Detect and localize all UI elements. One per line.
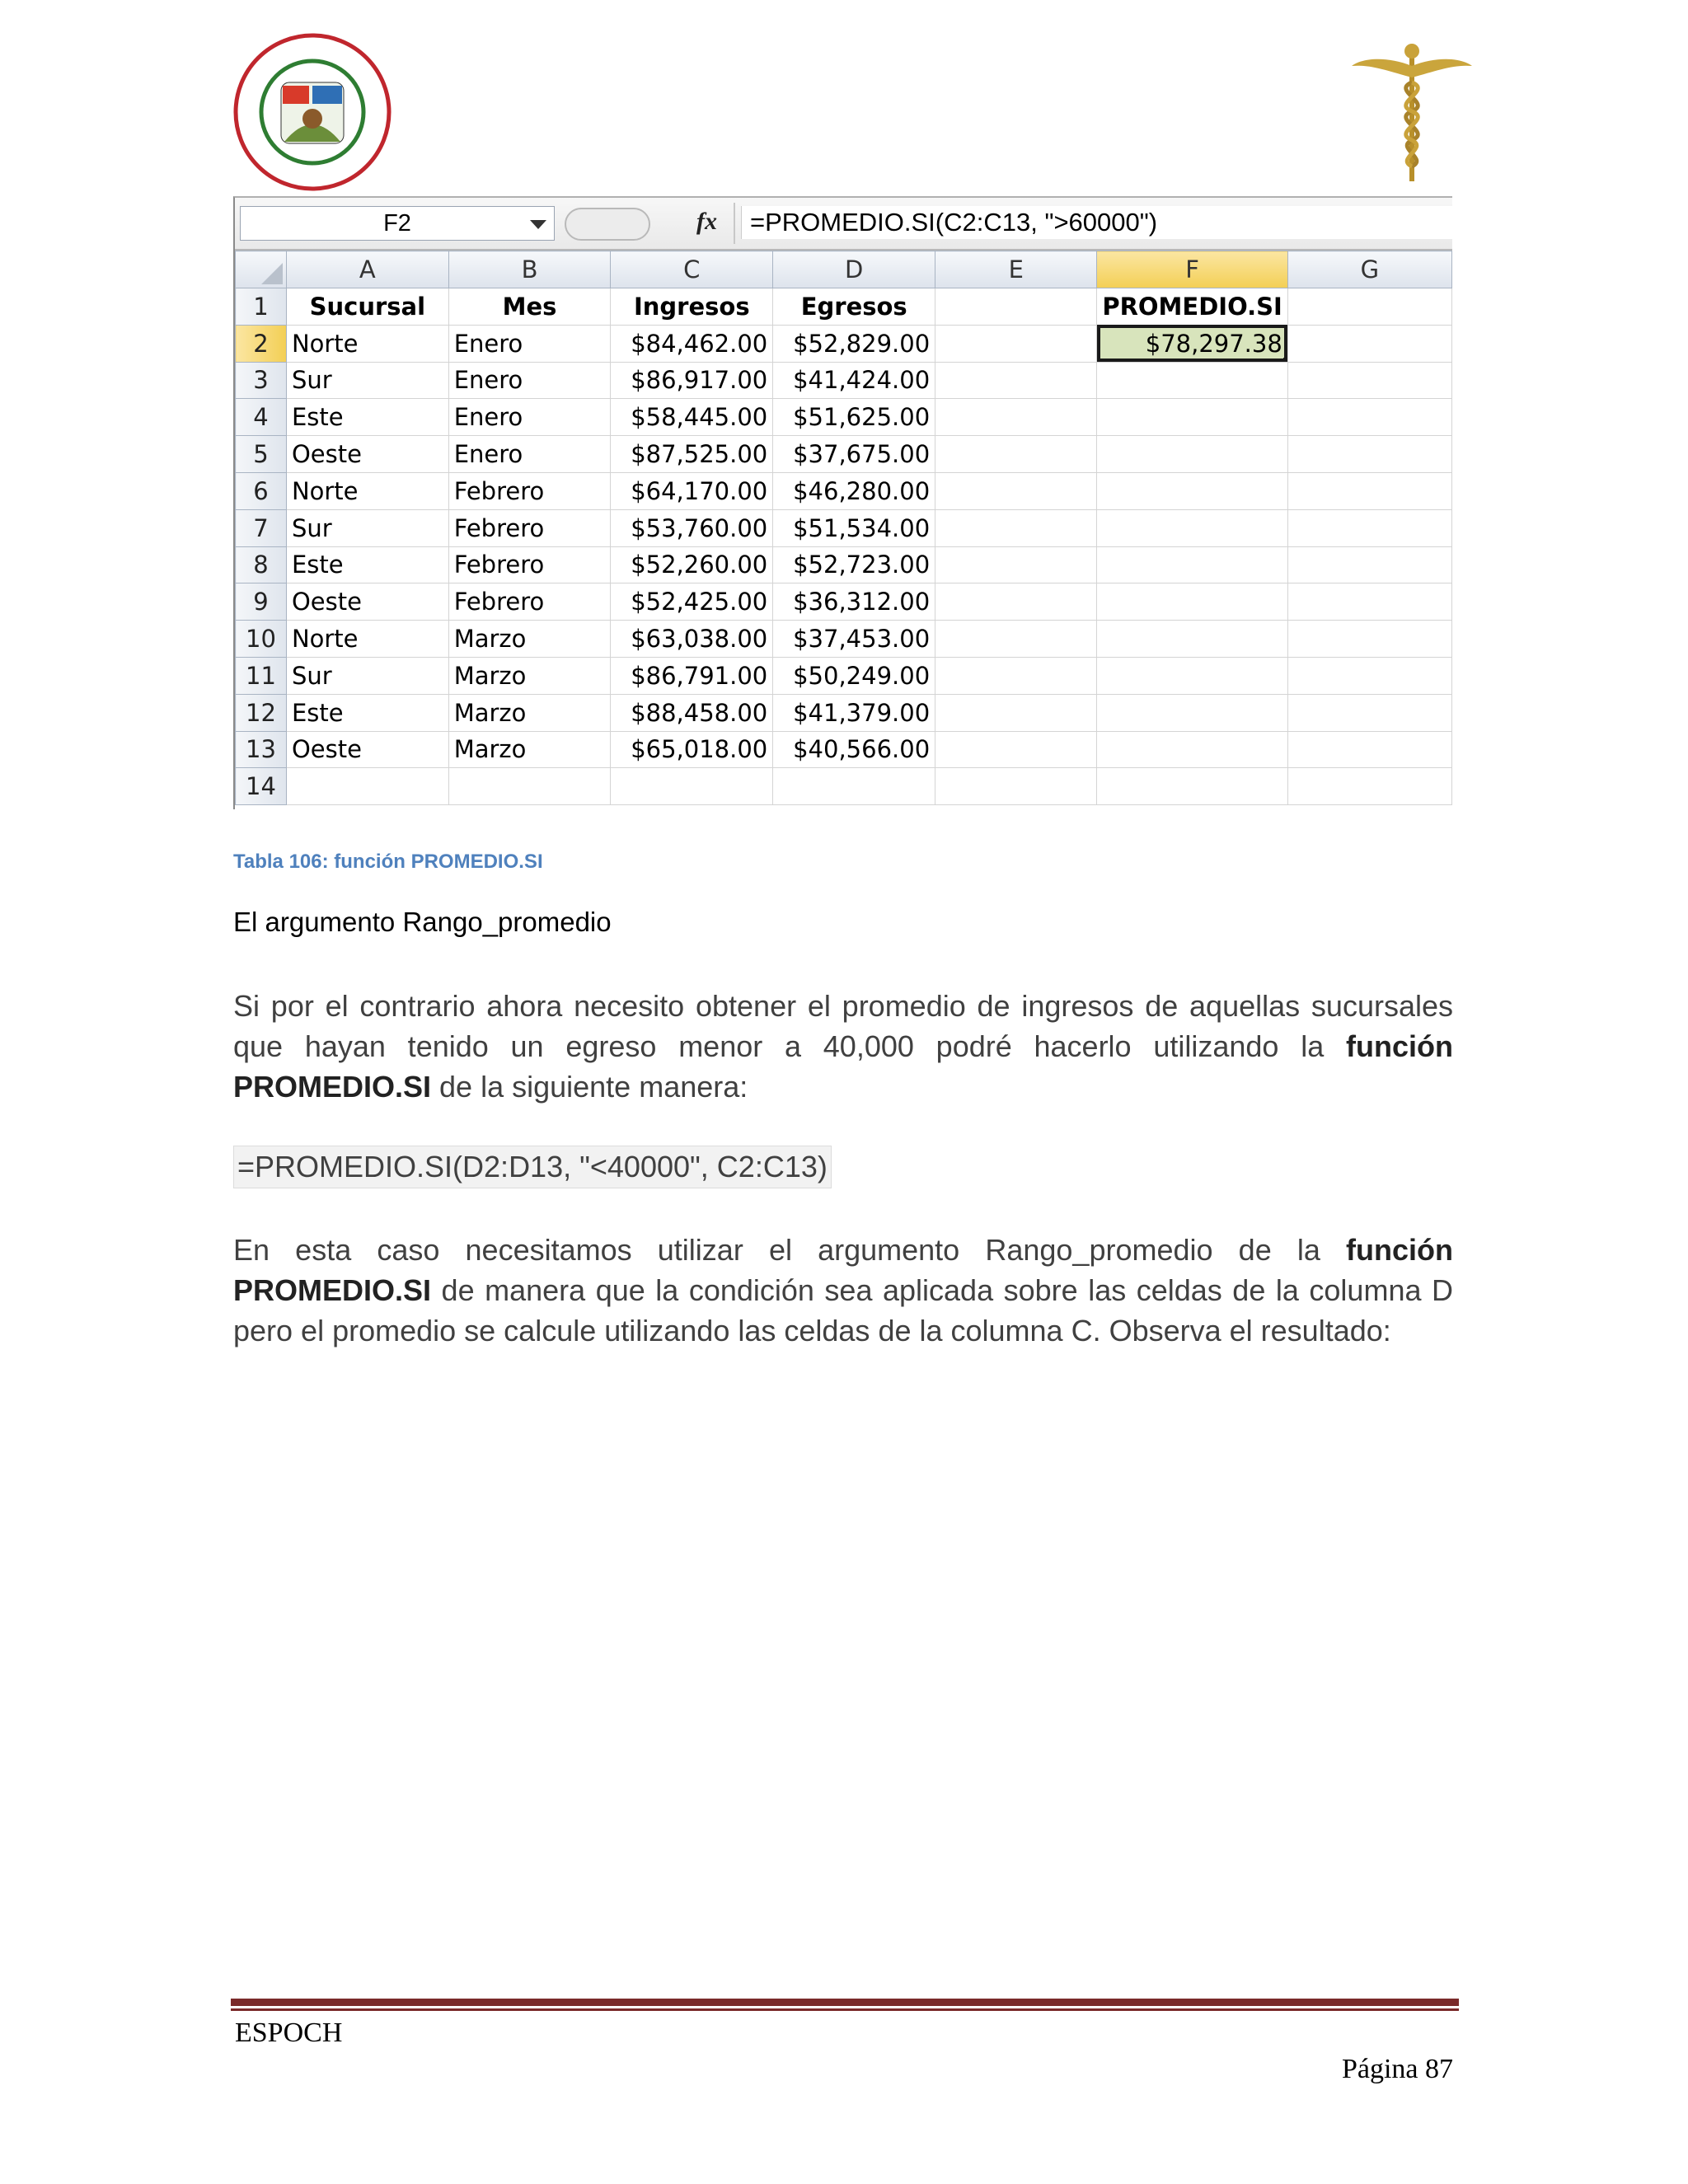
table-row [236, 621, 1452, 658]
cell-c13[interactable]: $65,018.00 [611, 731, 773, 768]
cell-g13[interactable] [1287, 731, 1451, 768]
cell-d14[interactable] [773, 768, 935, 805]
cell-e8[interactable] [935, 546, 1097, 583]
cell-f11[interactable] [1097, 657, 1287, 694]
table-row [236, 694, 1452, 731]
cell-c14[interactable] [611, 768, 773, 805]
row-header[interactable]: 4 [236, 399, 287, 436]
formula-bar [235, 198, 1452, 251]
excel-screenshot [233, 196, 1452, 809]
cell-g10[interactable] [1287, 621, 1451, 658]
cell-e1[interactable] [935, 288, 1097, 326]
cell-f14[interactable] [1097, 768, 1287, 805]
row-header[interactable]: 8 [236, 546, 287, 583]
select-all-corner[interactable] [236, 251, 287, 288]
cell-e10[interactable] [935, 621, 1097, 658]
cell-e3[interactable] [935, 362, 1097, 399]
cell-e12[interactable] [935, 694, 1097, 731]
cell-g6[interactable] [1287, 472, 1451, 509]
cell-b1[interactable]: Mes [448, 288, 611, 326]
table-row [236, 436, 1452, 473]
cell-a1[interactable]: Sucursal [286, 288, 448, 326]
cell-a9[interactable]: Oeste [286, 583, 448, 621]
cell-g1[interactable] [1287, 288, 1451, 326]
table-row [236, 731, 1452, 768]
cell-g8[interactable] [1287, 546, 1451, 583]
table-caption: Tabla 106: función PROMEDIO.SI [233, 851, 543, 873]
paragraph-1-text: Si por el contrario ahora necesito obtener el promedio de ingresos de aquellas sucursales que hayan tenido un egreso menor a 40,000 podré hacerlo utilizando la [233, 989, 1453, 1063]
paragraph-1-bold: función PROMEDIO.SI [233, 1029, 1453, 1104]
row-header[interactable]: 7 [236, 509, 287, 546]
cell-c5[interactable]: $87,525.00 [611, 436, 773, 473]
cell-a2[interactable]: Norte [286, 325, 448, 362]
column-header-c[interactable]: C [611, 251, 773, 288]
paragraph-2 [233, 1230, 1453, 1351]
cell-g9[interactable] [1287, 583, 1451, 621]
cell-a11[interactable]: Sur [286, 657, 448, 694]
cell-d2[interactable]: $52,829.00 [773, 325, 935, 362]
footer-rule-thin [231, 2008, 1459, 2011]
cell-a3[interactable]: Sur [286, 362, 448, 399]
cell-c1[interactable]: Ingresos [611, 288, 773, 326]
cell-b12[interactable]: Marzo [448, 694, 611, 731]
cell-e5[interactable] [935, 436, 1097, 473]
spreadsheet-grid [235, 251, 1452, 805]
cell-b4[interactable]: Enero [448, 399, 611, 436]
formula-bar-handle [565, 208, 650, 241]
cell-d11[interactable]: $50,249.00 [773, 657, 935, 694]
cell-g12[interactable] [1287, 694, 1451, 731]
cell-d8[interactable]: $52,723.00 [773, 546, 935, 583]
cell-e2[interactable] [935, 325, 1097, 362]
cell-b10[interactable]: Marzo [448, 621, 611, 658]
row-header[interactable]: 12 [236, 694, 287, 731]
table-row [236, 546, 1452, 583]
formula-input[interactable]: =PROMEDIO.SI(C2:C13, ">60000") [741, 206, 1459, 239]
cell-a6[interactable]: Norte [286, 472, 448, 509]
cell-b11[interactable]: Marzo [448, 657, 611, 694]
table-row [236, 509, 1452, 546]
cell-g2[interactable] [1287, 325, 1451, 362]
table-row [236, 325, 1452, 362]
cell-g11[interactable] [1287, 657, 1451, 694]
cell-c9[interactable]: $52,425.00 [611, 583, 773, 621]
cell-f5[interactable] [1097, 436, 1287, 473]
table-row [236, 583, 1452, 621]
name-box[interactable]: F2 [240, 206, 555, 241]
cell-c2[interactable]: $84,462.00 [611, 325, 773, 362]
cell-a5[interactable]: Oeste [286, 436, 448, 473]
cell-g5[interactable] [1287, 436, 1451, 473]
paragraph-2-bold: función PROMEDIO.SI [233, 1233, 1453, 1307]
cell-d5[interactable]: $37,675.00 [773, 436, 935, 473]
cell-e14[interactable] [935, 768, 1097, 805]
cell-d4[interactable]: $51,625.00 [773, 399, 935, 436]
column-headers [236, 251, 1452, 288]
cell-a10[interactable]: Norte [286, 621, 448, 658]
cell-f6[interactable] [1097, 472, 1287, 509]
cell-d10[interactable]: $37,453.00 [773, 621, 935, 658]
cell-f3[interactable] [1097, 362, 1287, 399]
table-row [236, 399, 1452, 436]
cell-d12[interactable]: $41,379.00 [773, 694, 935, 731]
cell-c8[interactable]: $52,260.00 [611, 546, 773, 583]
page-number: Página 87 [1341, 2054, 1453, 2084]
cell-f4[interactable] [1097, 399, 1287, 436]
espoch-seal-logo [233, 33, 392, 191]
subheading: El argumento Rango_promedio [233, 907, 612, 937]
cell-d7[interactable]: $51,534.00 [773, 509, 935, 546]
row-header[interactable]: 2 [236, 325, 287, 362]
paragraph-1-tail: de la siguiente manera: [431, 1070, 748, 1104]
cell-f1[interactable]: PROMEDIO.SI [1097, 288, 1287, 326]
column-header-g[interactable]: G [1287, 251, 1451, 288]
column-header-a[interactable]: A [286, 251, 448, 288]
cell-b7[interactable]: Febrero [448, 509, 611, 546]
row-header[interactable]: 1 [236, 288, 287, 326]
cell-b13[interactable]: Marzo [448, 731, 611, 768]
cell-g14[interactable] [1287, 768, 1451, 805]
footer-institution: ESPOCH [235, 2018, 343, 2048]
cell-e4[interactable] [935, 399, 1097, 436]
cell-d6[interactable]: $46,280.00 [773, 472, 935, 509]
row-header[interactable]: 14 [236, 768, 287, 805]
cell-e7[interactable] [935, 509, 1097, 546]
cell-b8[interactable]: Febrero [448, 546, 611, 583]
row-header[interactable]: 5 [236, 436, 287, 473]
footer-rule-thick [231, 1999, 1459, 2006]
column-header-b[interactable]: B [448, 251, 611, 288]
cell-f7[interactable] [1097, 509, 1287, 546]
cell-a7[interactable]: Sur [286, 509, 448, 546]
cell-c6[interactable]: $64,170.00 [611, 472, 773, 509]
cell-f9[interactable] [1097, 583, 1287, 621]
cell-e13[interactable] [935, 731, 1097, 768]
cell-b14[interactable] [448, 768, 611, 805]
cell-b2[interactable]: Enero [448, 325, 611, 362]
row-header[interactable]: 3 [236, 362, 287, 399]
formula-example: =PROMEDIO.SI(D2:D13, "<40000", C2:C13) [233, 1146, 832, 1188]
column-header-d[interactable]: D [773, 251, 935, 288]
cell-f12[interactable] [1097, 694, 1287, 731]
cell-f8[interactable] [1097, 546, 1287, 583]
table-row [236, 768, 1452, 805]
fx-icon[interactable]: fx [696, 208, 717, 235]
cell-c12[interactable]: $88,458.00 [611, 694, 773, 731]
active-cell-f2[interactable]: $78,297.38 [1097, 325, 1287, 362]
row-header[interactable]: 13 [236, 731, 287, 768]
cell-c10[interactable]: $63,038.00 [611, 621, 773, 658]
paragraph-2-text: En esta caso necesitamos utilizar el argumento Rango_promedio de la [233, 1233, 1347, 1267]
table-row [236, 362, 1452, 399]
row-header[interactable]: 9 [236, 583, 287, 621]
cell-b3[interactable]: Enero [448, 362, 611, 399]
cell-d13[interactable]: $40,566.00 [773, 731, 935, 768]
cell-a14[interactable] [286, 768, 448, 805]
cell-c7[interactable]: $53,760.00 [611, 509, 773, 546]
caduceus-icon [1350, 41, 1474, 185]
formula-divider [734, 203, 735, 244]
cell-a4[interactable]: Este [286, 399, 448, 436]
table-row [236, 472, 1452, 509]
cell-f10[interactable] [1097, 621, 1287, 658]
cell-c4[interactable]: $58,445.00 [611, 399, 773, 436]
row-header[interactable]: 10 [236, 621, 287, 658]
row-header[interactable]: 11 [236, 657, 287, 694]
cell-b5[interactable]: Enero [448, 436, 611, 473]
cell-b9[interactable]: Febrero [448, 583, 611, 621]
cell-e6[interactable] [935, 472, 1097, 509]
column-header-f[interactable]: F [1097, 251, 1287, 288]
cell-e9[interactable] [935, 583, 1097, 621]
cell-c11[interactable]: $86,791.00 [611, 657, 773, 694]
cell-g4[interactable] [1287, 399, 1451, 436]
cell-c3[interactable]: $86,917.00 [611, 362, 773, 399]
cell-a12[interactable]: Este [286, 694, 448, 731]
cell-a13[interactable]: Oeste [286, 731, 448, 768]
cell-d3[interactable]: $41,424.00 [773, 362, 935, 399]
cell-b6[interactable]: Febrero [448, 472, 611, 509]
name-box-dropdown-icon[interactable] [530, 220, 546, 229]
paragraph-2-tail: de manera que la condición sea aplicada sobre las celdas de la columna D pero el promedio se calcule utilizando las celdas de la columna C. Observa el resultado: [233, 1273, 1453, 1347]
cell-g3[interactable] [1287, 362, 1451, 399]
paragraph-1 [233, 986, 1453, 1107]
table-row [236, 657, 1452, 694]
cell-g7[interactable] [1287, 509, 1451, 546]
cell-a8[interactable]: Este [286, 546, 448, 583]
fill-handle[interactable] [1283, 358, 1288, 363]
cell-e11[interactable] [935, 657, 1097, 694]
cell-d1[interactable]: Egresos [773, 288, 935, 326]
row-header[interactable]: 6 [236, 472, 287, 509]
column-header-e[interactable]: E [935, 251, 1097, 288]
cell-d9[interactable]: $36,312.00 [773, 583, 935, 621]
cell-f13[interactable] [1097, 731, 1287, 768]
table-row [236, 288, 1452, 326]
